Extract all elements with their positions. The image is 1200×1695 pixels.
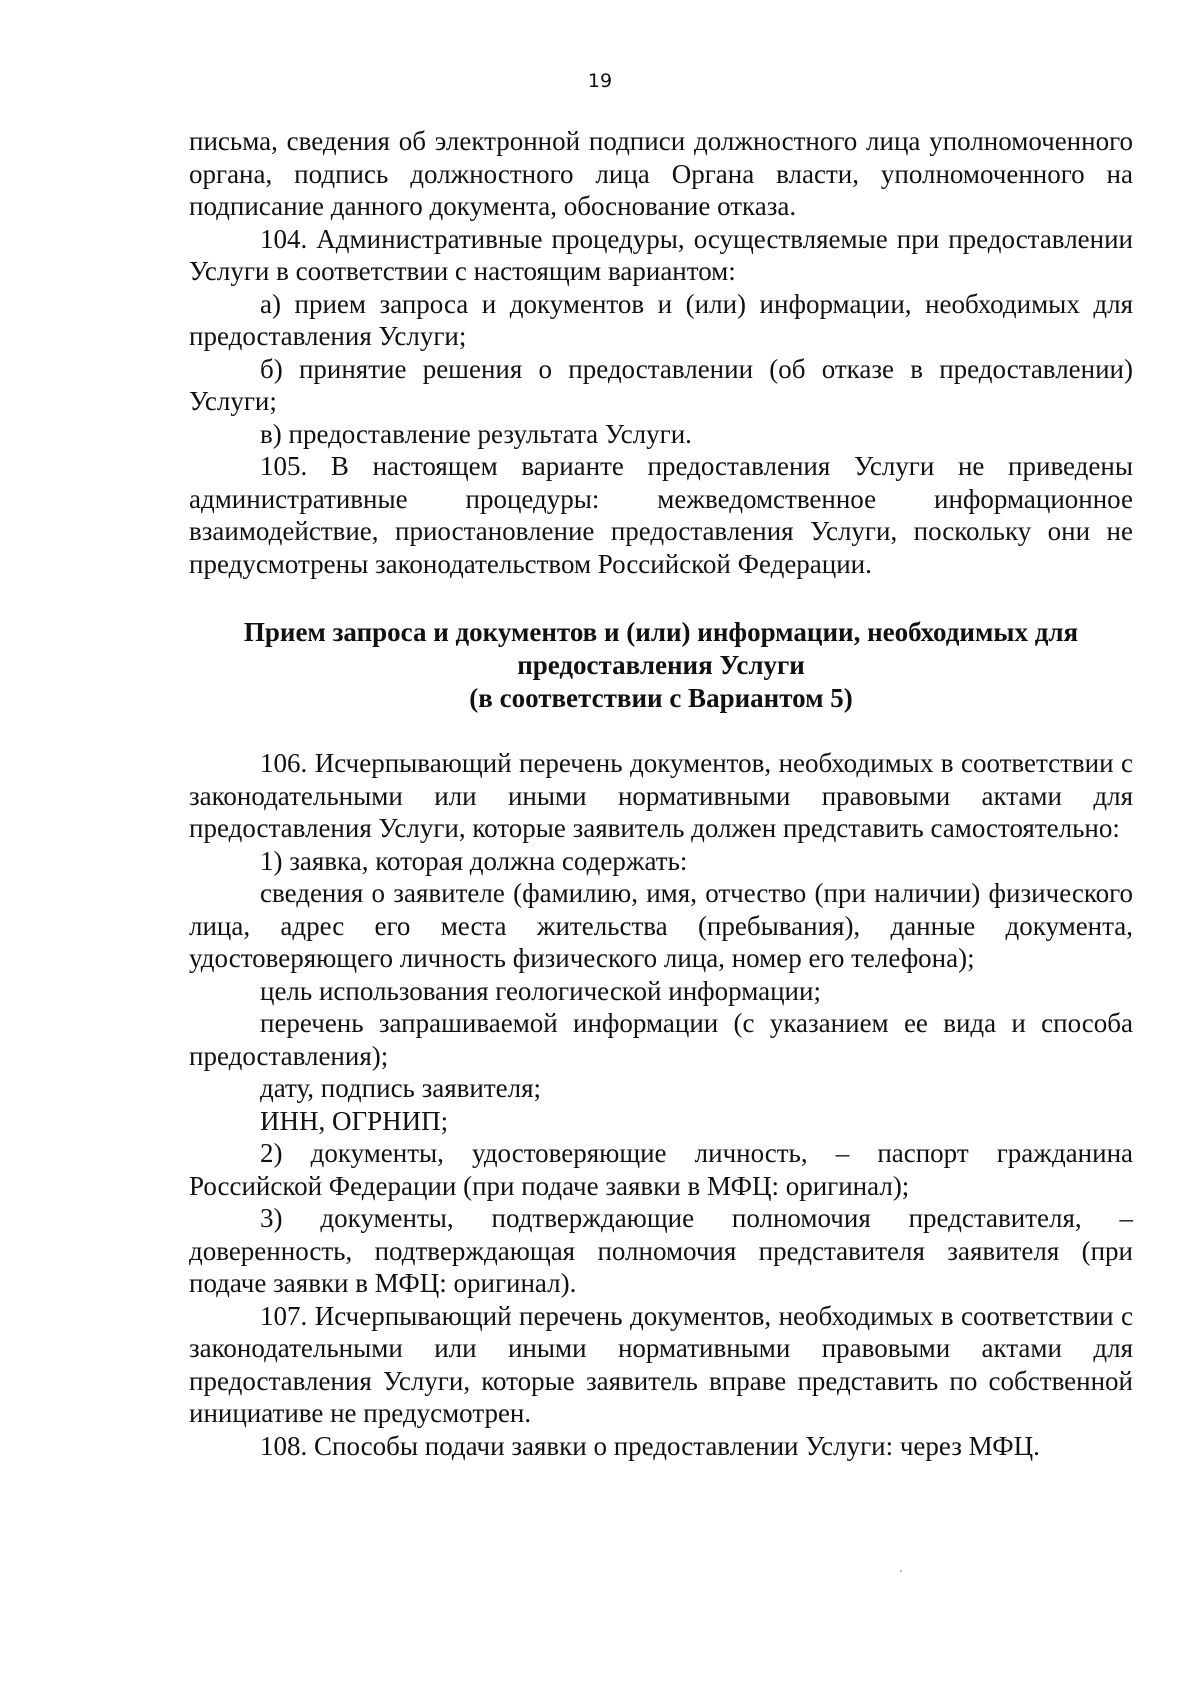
list-item-3: 3) документы, подтверждающие полномочия представителя, – доверенность, подтверждающая полномочия представителя заявителя (при подаче заявки в МФЦ: оригинал).	[189, 1203, 1133, 1298]
inn-item: ИНН, ОГРНИП;	[260, 1105, 449, 1136]
section-heading	[189, 616, 1133, 715]
paragraph-continuation: письма, сведения об электронной подписи должностного лица уполномоченного органа, подпись должностного лица Органа власти, уполномоченного на подписание данного документа, обоснование отказа.	[189, 126, 1133, 221]
heading-line-1: Прием запроса и документов и (или) информации, необходимых для	[243, 617, 1079, 647]
applicant-details: сведения о заявителе (фамилию, имя, отчество (при наличии) физического лица, адрес его места жительства (пребывания), данные документа, удостоверяющего личность физического лица, номер его телефона);	[189, 878, 1133, 973]
intro-section	[189, 125, 1133, 580]
list-item-b: б) принятие решения о предоставлении (об отказе в предоставлении) Услуги;	[189, 353, 1133, 416]
date-signature-item: дату, подпись заявителя;	[260, 1073, 542, 1103]
list-item-v: в) предоставление результата Услуги.	[260, 418, 692, 449]
list-item-a: а) прием запроса и документов и (или) информации, необходимых для предоставления Услуги;	[189, 288, 1133, 351]
page-number: 19	[587, 70, 613, 92]
paragraph-108: 108. Способы подачи заявки о предоставлении Услуги: через МФЦ.	[260, 1430, 1040, 1461]
scan-speck	[900, 1570, 902, 1572]
list-item-2: 2) документы, удостоверяющие личность, – паспорт гражданина Российской Федерации (при подаче заявки в МФЦ: оригинал);	[189, 1138, 1133, 1201]
paragraph-106: 106. Исчерпывающий перечень документов, необходимых в соответствии с законодательными или иными нормативными правовыми актами для предоставления Услуги, которые заявитель должен представить самостоятельно:	[189, 748, 1133, 843]
heading-line-3: (в соответствии с Вариантом 5)	[469, 683, 853, 713]
purpose-item: цель использования геологической информации;	[260, 975, 821, 1006]
paragraph-105: 105. В настоящем варианте предоставления Услуги не приведены административные процедуры: межведомственное информационное взаимодействие, приостановление предоставления Услуги, поскольку они не предусмотрены законодательством Российской Федерации.	[189, 451, 1133, 579]
requested-info-item: перечень запрашиваемой информации (с указанием ее вида и способа предоставления);	[189, 1008, 1133, 1071]
main-section	[189, 747, 1133, 1462]
list-item-1: 1) заявка, которая должна содержать:	[260, 845, 688, 876]
heading-line-2: предоставления Услуги	[517, 650, 805, 680]
paragraph-107: 107. Исчерпывающий перечень документов, необходимых в соответствии с законодательными или иными нормативными правовыми актами для предоставления Услуги, которые заявитель вправе представить по собственной инициативе не предусмотрен.	[189, 1300, 1133, 1428]
paragraph-104: 104. Административные процедуры, осуществляемые при предоставлении Услуги в соответствии с настоящим вариантом:	[189, 223, 1133, 286]
